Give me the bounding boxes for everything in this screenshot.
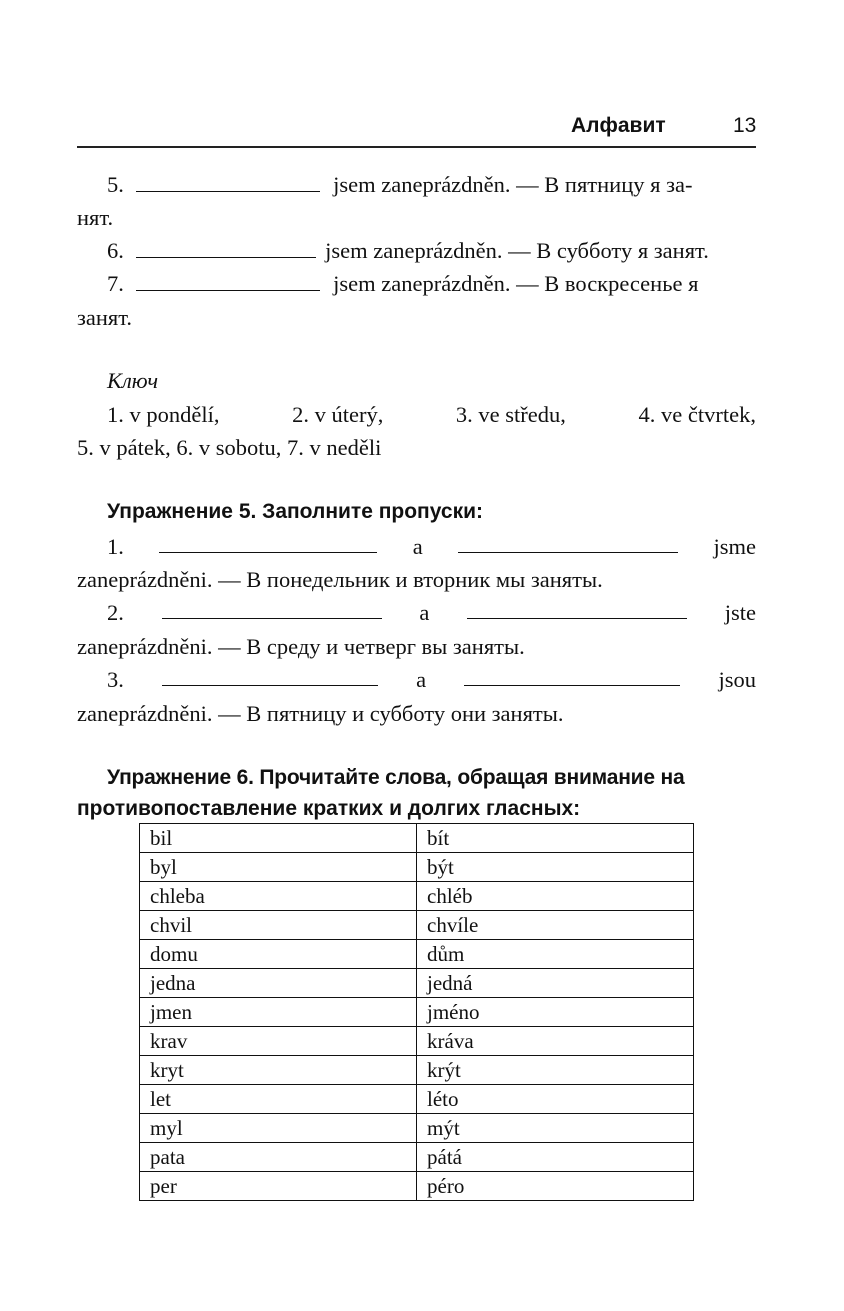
- verb-word: jsou: [718, 667, 756, 692]
- connector-word: a: [412, 534, 423, 559]
- exercise-6-title-line-1: Упражнение 6. Прочитайте слова, обращая внимание на: [107, 766, 685, 789]
- item-number: 1.: [107, 534, 124, 559]
- verb-word: jsme: [713, 534, 756, 559]
- key-line-1: [77, 398, 756, 431]
- item-text: jsem zaneprázdněn. — В воскресенье я: [333, 271, 699, 296]
- exercise-5-item-1-continuation: zaneprázdněni. — В понедельник и вторник мы заняты.: [77, 567, 603, 592]
- long-vowel-word: chléb: [417, 882, 694, 911]
- item-number: 7.: [107, 271, 124, 296]
- blank-line: [136, 169, 320, 192]
- exercise-5-item-2-continuation: zaneprázdněni. — В среду и четверг вы заняты.: [77, 634, 525, 659]
- long-vowel-word: kráva: [417, 1027, 694, 1056]
- key-line-2: 5. v pátek, 6. v sobotu, 7. v neděli: [77, 435, 382, 460]
- exercise-item-7-continuation: занят.: [77, 305, 133, 330]
- exercise-item-5-continuation: нят.: [77, 205, 114, 230]
- table-row: [140, 1143, 694, 1172]
- key-answer: 3. ve středu,: [455, 402, 566, 427]
- page-number: 13: [733, 114, 757, 137]
- short-vowel-word: myl: [140, 1114, 417, 1143]
- short-vowel-word: byl: [140, 853, 417, 882]
- header-rule: [77, 146, 756, 148]
- table-row: [140, 824, 694, 853]
- verb-word: jste: [724, 600, 756, 625]
- long-vowel-word: jméno: [417, 998, 694, 1027]
- exercise-6-title-line-2: противопоставление кратких и долгих гласных:: [77, 797, 581, 820]
- table-row: [140, 882, 694, 911]
- short-vowel-word: per: [140, 1172, 417, 1201]
- running-title: Алфавит: [571, 114, 666, 137]
- short-vowel-word: pata: [140, 1143, 417, 1172]
- short-vowel-word: let: [140, 1085, 417, 1114]
- item-number: 2.: [107, 600, 124, 625]
- key-label: Ключ: [107, 368, 159, 393]
- long-vowel-word: pátá: [417, 1143, 694, 1172]
- long-vowel-word: bít: [417, 824, 694, 853]
- exercise-item-6: [77, 234, 756, 267]
- blank-line: [162, 596, 382, 619]
- connector-word: a: [419, 600, 430, 625]
- table-row: [140, 998, 694, 1027]
- long-vowel-word: krýt: [417, 1056, 694, 1085]
- exercise-5-item-2: [77, 596, 756, 629]
- exercise-5-item-1: [77, 530, 756, 563]
- exercise-item-7: [77, 267, 756, 300]
- item-number: 5.: [107, 172, 124, 197]
- table-row: [140, 853, 694, 882]
- short-vowel-word: chleba: [140, 882, 417, 911]
- table-row: [140, 969, 694, 998]
- long-vowel-word: mýt: [417, 1114, 694, 1143]
- table-row: [140, 1172, 694, 1201]
- exercise-5-title: Упражнение 5. Заполните пропуски:: [107, 500, 483, 523]
- table-row: [140, 940, 694, 969]
- short-vowel-word: chvil: [140, 911, 417, 940]
- word-table: [139, 823, 694, 1201]
- key-answer: 2. v úterý,: [292, 402, 384, 427]
- short-vowel-word: kryt: [140, 1056, 417, 1085]
- item-number: 3.: [107, 667, 124, 692]
- table-row: [140, 1027, 694, 1056]
- blank-line: [159, 530, 377, 553]
- long-vowel-word: léto: [417, 1085, 694, 1114]
- long-vowel-word: chvíle: [417, 911, 694, 940]
- blank-line: [458, 530, 678, 553]
- table-row: [140, 911, 694, 940]
- table-row: [140, 1114, 694, 1143]
- key-answer: 4. ve čtvrtek,: [638, 402, 756, 427]
- table-row: [140, 1085, 694, 1114]
- short-vowel-word: domu: [140, 940, 417, 969]
- blank-line: [136, 268, 320, 291]
- short-vowel-word: bil: [140, 824, 417, 853]
- exercise-item-5: [77, 168, 756, 201]
- table-row: [140, 1056, 694, 1085]
- blank-line: [136, 235, 316, 258]
- key-answer: 1. v pondělí,: [107, 402, 220, 427]
- short-vowel-word: krav: [140, 1027, 417, 1056]
- connector-word: a: [416, 667, 427, 692]
- item-number: 6.: [107, 238, 124, 263]
- blank-line: [467, 596, 687, 619]
- blank-line: [162, 663, 378, 686]
- long-vowel-word: péro: [417, 1172, 694, 1201]
- blank-line: [464, 663, 680, 686]
- long-vowel-word: jedná: [417, 969, 694, 998]
- long-vowel-word: být: [417, 853, 694, 882]
- short-vowel-word: jedna: [140, 969, 417, 998]
- item-text: jsem zaneprázdněn. — В субботу я занят.: [325, 238, 709, 263]
- exercise-5-item-3-continuation: zaneprázdněni. — В пятницу и субботу они заняты.: [77, 701, 564, 726]
- short-vowel-word: jmen: [140, 998, 417, 1027]
- item-text: jsem zaneprázdněn. — В пятницу я за-: [333, 172, 693, 197]
- exercise-5-item-3: [77, 663, 756, 696]
- long-vowel-word: dům: [417, 940, 694, 969]
